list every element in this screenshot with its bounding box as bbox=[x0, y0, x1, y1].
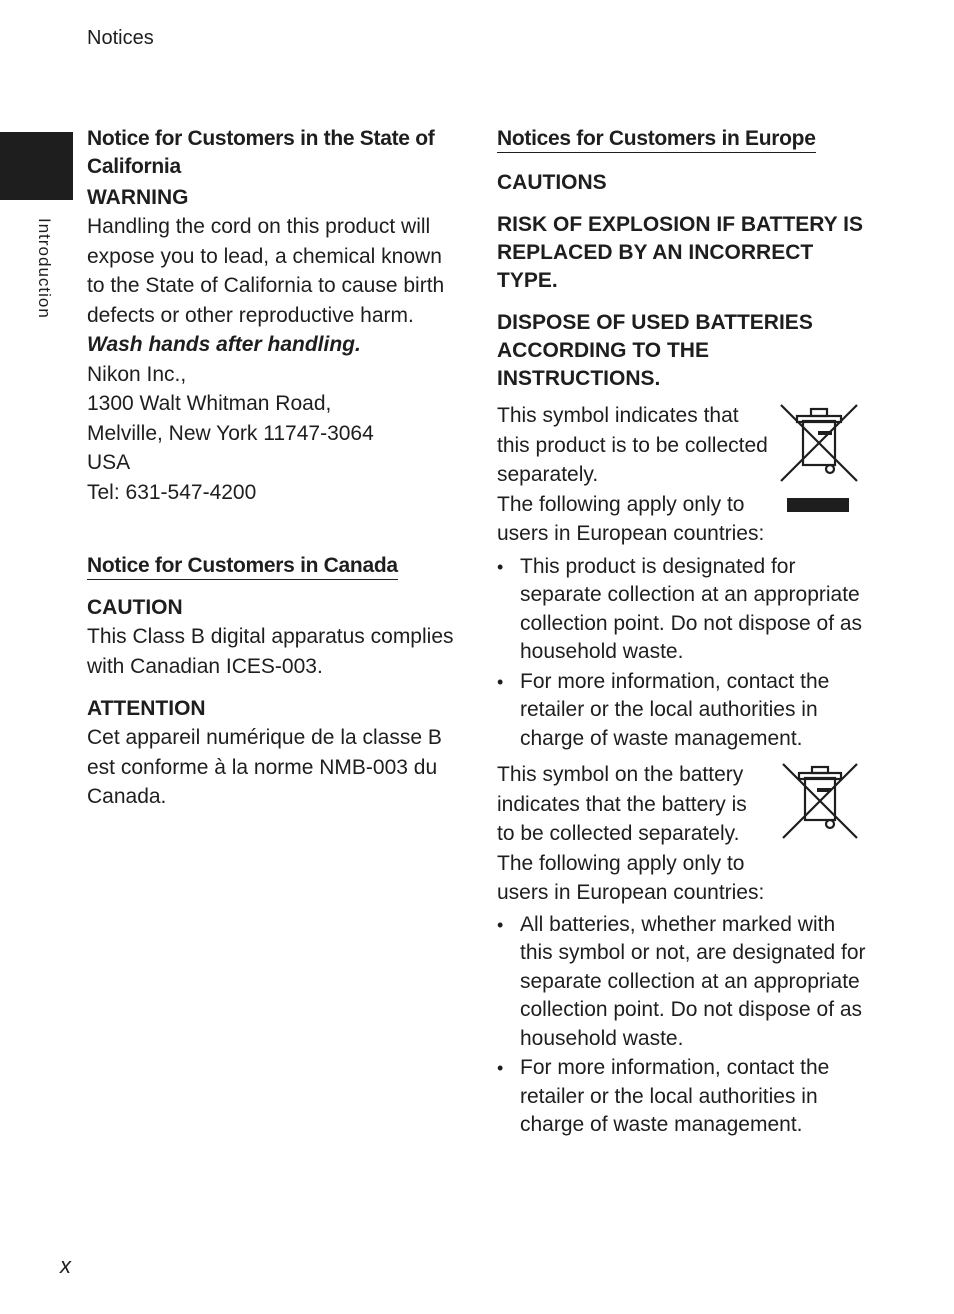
bullet: • bbox=[497, 914, 504, 935]
product-bullets bbox=[497, 553, 867, 754]
weee-crossed-bin-icon bbox=[777, 760, 867, 850]
caution-text: This Class B digital apparatus complies with Canadian ICES-003. bbox=[87, 625, 454, 678]
attention-text: Cet appareil numérique de la classe B est conforme à la norme NMB-003 du Canada. bbox=[87, 726, 442, 808]
europe-title: Notices for Customers in Europe bbox=[497, 125, 867, 153]
wash-hands-text: Wash hands after handling. bbox=[87, 333, 361, 356]
list-item: • For more information, contact the retailer or the local authorities in charge of waste management. bbox=[497, 669, 830, 750]
bullet: • bbox=[497, 556, 504, 577]
caution-heading: CAUTION bbox=[87, 596, 183, 619]
list-item: • For more information, contact the retailer or the local authorities in charge of waste management. bbox=[497, 1056, 830, 1136]
list-item: • All batteries, whether marked with this symbol or not, are designated for separate collection at an appropriate collection point. Do not dispose of as household waste. bbox=[497, 912, 866, 1050]
right-column bbox=[497, 125, 867, 1140]
page-number: x bbox=[60, 1253, 71, 1278]
section-label: Introduction bbox=[35, 218, 54, 319]
battery-symbol-block bbox=[497, 760, 867, 908]
running-head: Notices bbox=[87, 27, 154, 49]
left-column bbox=[87, 125, 462, 812]
california-title-line: Notice for Customers in the State of bbox=[87, 127, 435, 150]
canada-title: Notice for Customers in Canada bbox=[87, 552, 462, 580]
attention-heading: ATTENTION bbox=[87, 697, 206, 720]
product-symbol-block bbox=[497, 401, 867, 549]
battery-symbol-text: This symbol on the battery indicates that the battery is to be collected separately. The following apply only to users in European countries: bbox=[497, 763, 765, 904]
cautions-heading: CAUTIONS bbox=[497, 171, 607, 194]
dispose-batteries-warning: DISPOSE OF USED BATTERIES ACCORDING TO THE INSTRUCTIONS. bbox=[497, 311, 813, 390]
list-item: • This product is designated for separate collection at an appropriate collection point. Do not dispose of as household waste. bbox=[497, 554, 863, 663]
section-tab-marker bbox=[0, 132, 73, 200]
california-title-line: California bbox=[87, 155, 181, 178]
warning-text: Handling the cord on this product will expose you to lead, a chemical known to the State of California to cause birth defects or other reproductive harm. bbox=[87, 215, 445, 327]
risk-explosion-warning: RISK OF EXPLOSION IF BATTERY IS REPLACED BY AN INCORRECT TYPE. bbox=[497, 213, 863, 292]
california-title bbox=[87, 125, 462, 181]
battery-bullets bbox=[497, 911, 867, 1140]
bullet: • bbox=[497, 1058, 504, 1078]
warning-heading: WARNING bbox=[87, 186, 189, 209]
address-block: Nikon Inc., 1300 Walt Whitman Road, Melville, New York 11747-3064 USA Tel: 631-547-4200 bbox=[87, 362, 374, 504]
bullet: • bbox=[497, 671, 504, 692]
weee-crossed-bin-with-bar-icon bbox=[777, 401, 867, 521]
product-symbol-text: This symbol indicates that this product is to be collected separately. The following apply only to users in European countries: bbox=[497, 404, 768, 545]
